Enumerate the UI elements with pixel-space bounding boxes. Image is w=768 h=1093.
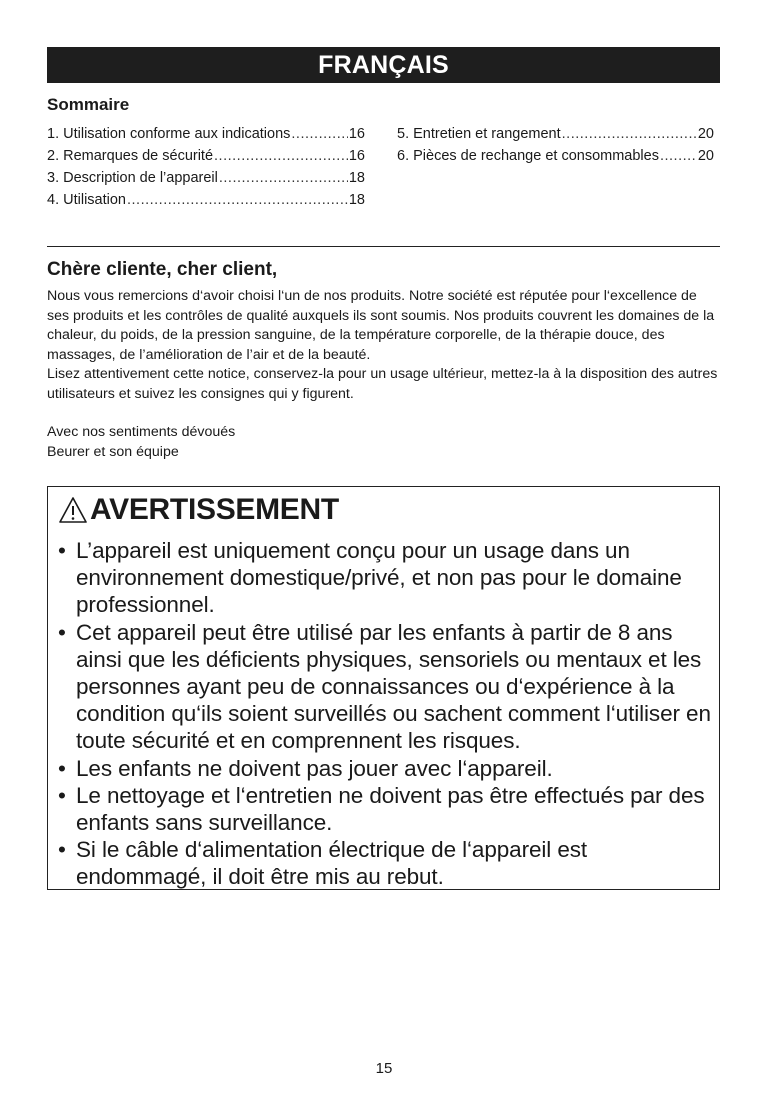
toc-entry[interactable] [47, 170, 365, 192]
toc-entry-label: 5. Entretien et rangement [397, 126, 561, 142]
intro-paragraph: Lisez attentivement cette notice, conservez-la pour un usage ultérieur, mettez-la à la disposition des autres utilisateurs et suivez les consignes qui y figurent. [47, 366, 718, 402]
toc-entry-page: 16 [348, 126, 365, 142]
toc-leader-dots [214, 148, 348, 164]
warning-item: • Si le câble d‘alimentation électrique de l‘appareil est endommagé, il doit être mis au rebut. [58, 836, 716, 890]
toc-leader-dots [562, 126, 697, 142]
toc-entry-label: 3. Description de l’appareil [47, 170, 218, 186]
toc-entry-page: 16 [348, 148, 365, 164]
warning-header [58, 493, 339, 527]
toc-title: Sommaire [47, 95, 130, 114]
warning-box [47, 486, 720, 890]
toc-leader-dots [219, 170, 348, 186]
section-divider [47, 246, 720, 247]
toc-left-column [47, 126, 365, 214]
toc-entry-label: 6. Pièces de rechange et consommables [397, 148, 659, 164]
warning-item: • Cet appareil peut être utilisé par les enfants à partir de 8 ans ainsi que les déficients physiques, sensoriels ou mentaux et les personnes ayant peu de connaissances ou d‘expérience à la condition qu‘ils soient surveillés ou sachent comment l‘utiliser en toute sécurité et en comprennent les risques. [58, 619, 716, 755]
signoff [47, 423, 235, 462]
warning-title: AVERTISSEMENT [90, 493, 339, 526]
toc-entry-page: 18 [348, 192, 365, 208]
toc-entry[interactable] [47, 126, 365, 148]
warning-item: • L’appareil est uniquement conçu pour un usage dans un environnement domestique/privé, et non pas pour le domaine professionnel. [58, 537, 716, 619]
toc-leader-dots [660, 148, 697, 164]
page-number: 15 [375, 1060, 393, 1077]
toc-entry[interactable] [397, 148, 714, 170]
toc-entry-page: 18 [348, 170, 365, 186]
signoff-line: Avec nos sentiments dévoués [47, 424, 236, 440]
toc-entry[interactable] [47, 148, 365, 170]
intro-text [47, 287, 720, 405]
toc-entry-label: 4. Utilisation [47, 192, 126, 208]
warning-list [58, 537, 716, 891]
toc-leader-dots [127, 192, 348, 208]
warning-item: • Le nettoyage et l‘entretien ne doivent pas être effectués par des enfants sans surveillance. [58, 782, 716, 836]
toc-right-column [397, 126, 714, 170]
toc-entry[interactable] [47, 192, 365, 214]
toc-entry-page: 20 [697, 148, 714, 164]
warning-item: • Les enfants ne doivent pas jouer avec l‘appareil. [58, 755, 716, 782]
toc-entry-label: 2. Remarques de sécurité [47, 148, 214, 164]
toc-leader-dots [291, 126, 347, 142]
signoff-line: Beurer et son équipe [47, 443, 179, 460]
toc-entry-page: 20 [697, 126, 714, 142]
intro-paragraph: Nous vous remercions d‘avoir choisi l‘un de nos produits. Notre société est réputée pour l‘excellence de ses produits et les contrôles de qualité auxquels ils sont soumis. Nos produits couvrent les domaines de la chaleur, du poids, de la pression sanguine, de la température corporelle, de la thérapie douce, des massages, de l’amélioration de l’air et de la beauté. [47, 288, 715, 363]
toc-entry[interactable] [397, 126, 714, 148]
warning-triangle-icon [58, 495, 88, 525]
language-header: FRANÇAIS [47, 47, 720, 83]
toc-entry-label: 1. Utilisation conforme aux indications [47, 126, 291, 142]
greeting-heading: Chère cliente, cher client, [47, 259, 278, 280]
